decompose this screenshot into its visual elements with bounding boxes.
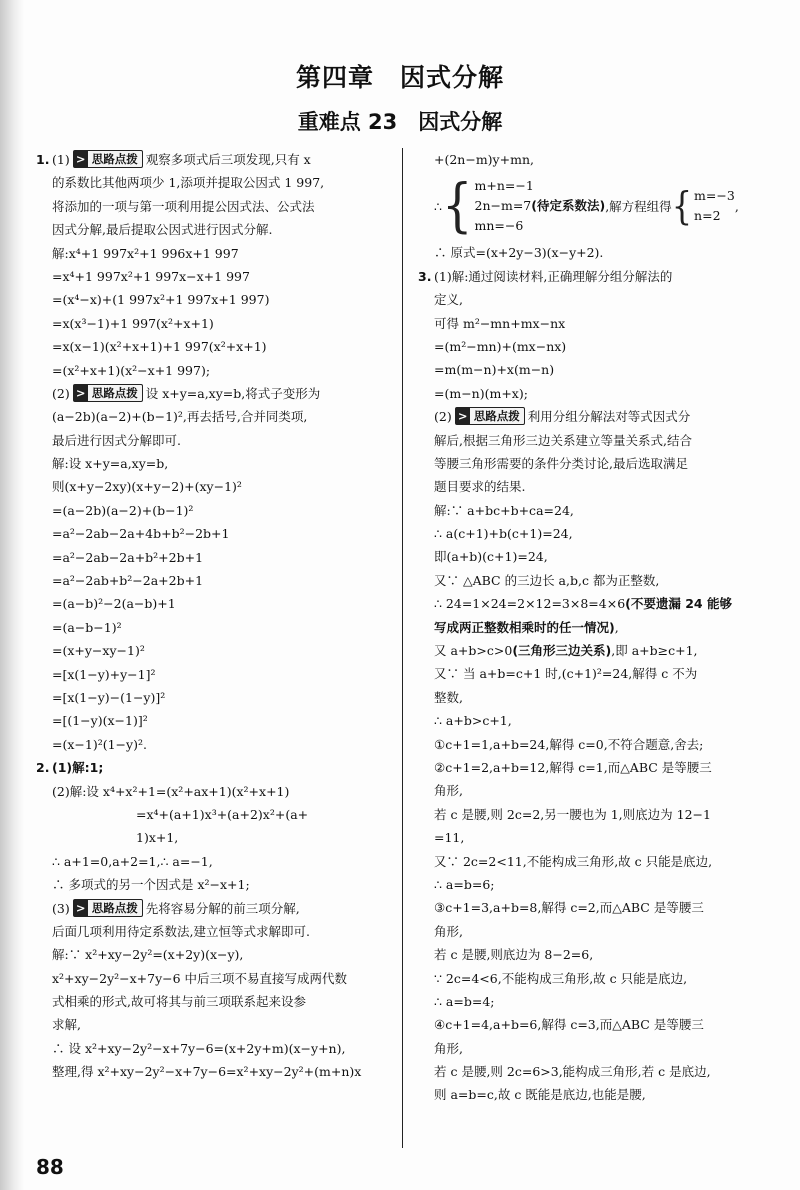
math-line: =x⁴+1 997x²+1 997x−x+1 997 — [52, 268, 250, 284]
section-title: 重难点 23 因式分解 — [297, 110, 503, 134]
math-line: 又 a+b>c>0(三角形三边关系),即 a+b≥c+1, — [434, 643, 698, 659]
hint-tag: > 思路点拨 — [455, 407, 525, 425]
math-line: =[x(1−y)+y−1]² — [52, 666, 156, 682]
math-line: 又∵ 2c=2<11,不能构成三角形,故 c 只能是底边, — [434, 853, 713, 869]
math-line: 又∵ △ABC 的三边长 a,b,c 都为正整数, — [434, 572, 660, 588]
question-number: 2. — [36, 760, 50, 776]
math-line: +(2n−m)y+mn, — [434, 152, 534, 167]
text-line: 角形, — [434, 783, 463, 799]
math-line: =m(m−n)+x(m−n) — [434, 362, 555, 378]
text-line: 角形, — [434, 923, 463, 939]
math-line: =a²−2ab−2a+4b+b²−2b+1 — [52, 526, 230, 542]
math-line: 若 c 是腰,则底边为 8−2=6, — [434, 947, 594, 963]
text-line: 角形, — [434, 1040, 463, 1056]
text-line: 求解, — [52, 1017, 81, 1033]
hint-tag: > 思路点拨 — [73, 150, 143, 168]
math-line: ∴ 多项式的另一个因式是 x²−x+1; — [52, 877, 250, 893]
page-number: 88 — [36, 1155, 64, 1179]
left-column — [36, 148, 396, 1084]
left-brace-icon: { — [671, 183, 693, 230]
math-line: ∴ a(c+1)+b(c+1)=24, — [434, 526, 573, 542]
math-line: 解:x⁴+1 997x²+1 996x+1 997 — [52, 245, 239, 261]
math-line: ∴ 设 x²+xy−2y²−x+7y−6=(x+2y+m)(x−y+n), — [52, 1040, 346, 1056]
math-line: ∴ a+1=0,a+2=1,∴ a=−1, — [52, 853, 213, 869]
q1-line: 1. (1) > 思路点拨 观察多项式后三项发现,只有 x — [36, 148, 396, 171]
q1-part2-line: (2) > 思路点拨 设 x+y=a,xy=b,将式子变形为 — [52, 385, 321, 401]
math-line: 解:设 x+y=a,xy=b, — [52, 456, 169, 472]
question-number: 1. — [36, 152, 50, 167]
math-line: 写成两正整数相乘时的任一情况), — [434, 619, 619, 635]
math-line: =(x+y−xy−1)² — [52, 643, 145, 659]
math-line: ∴ a=b=4; — [434, 993, 495, 1009]
math-line: ∴ 24=1×24=2×12=3×8=4×6(不要遗漏 24 能够 — [434, 596, 732, 612]
math-line: =x(x−1)(x²+x+1)+1 997(x²+x+1) — [52, 339, 267, 355]
math-line: 可得 m²−mn+mx−nx — [434, 315, 566, 331]
math-line: ③c+1=3,a+b=8,解得 c=2,而△ABC 是等腰三 — [434, 900, 704, 916]
text-line: 的系数比其他两项少 1,添项并提取公因式 1 997, — [52, 175, 325, 191]
q3-line: 3. (1)解:通过阅读材料,正确理解分组分解法的 — [418, 265, 758, 288]
math-line: 若 c 是腰,则 2c=6>3,能构成三角形,若 c 是底边, — [434, 1064, 711, 1080]
math-line: =(a−b)²−2(a−b)+1 — [52, 596, 176, 612]
text-line: 后面几项利用待定系数法,建立恒等式求解即可. — [52, 923, 310, 939]
hint-tag: > 思路点拨 — [73, 384, 143, 402]
math-line: =(x⁴−x)+(1 997x²+1 997x+1 997) — [52, 292, 270, 308]
text-line: 整数, — [434, 689, 463, 705]
equation-system: ∴ { m+n=−1 2n−m=7(待定系数法) mn=−6 ,解方程组得 { m=−3 n=2 , — [434, 172, 739, 240]
q2-part3-line: (3) > 思路点拨 先将容易分解的前三项分解, — [52, 900, 300, 916]
math-line: =(x²+x+1)(x²−x+1 997); — [52, 362, 211, 378]
system-solution: { m=−3 n=2 — [671, 183, 735, 230]
math-line: 解:∵ x²+xy−2y²=(x+2y)(x−y), — [52, 947, 244, 963]
math-line: =(a−2b)(a−2)+(b−1)² — [52, 502, 194, 518]
math-line: ④c+1=4,a+b=6,解得 c=3,而△ABC 是等腰三 — [434, 1017, 704, 1033]
left-brace-icon: { — [441, 172, 473, 240]
math-line: ∴ 原式=(x+2y−3)(x−y+2). — [434, 245, 604, 261]
chevron-right-icon: > — [74, 151, 88, 167]
math-line: 又∵ 当 a+b=c+1 时,(c+1)²=24,解得 c 不为 — [434, 666, 698, 682]
math-line: ②c+1=2,a+b=12,解得 c=1,而△ABC 是等腰三 — [434, 759, 712, 775]
math-line: ∴ a+b>c+1, — [434, 713, 512, 729]
text-line: 定义, — [434, 292, 463, 308]
math-line: (2)解:设 x⁴+x²+1=(x²+ax+1)(x²+x+1) — [52, 783, 290, 799]
binding-shadow — [0, 0, 24, 1190]
q2-line: 2. (1)解:1; — [36, 756, 396, 779]
text-line: (a−2b)(a−2)+(b−1)²,再去括号,合并同类项, — [52, 409, 308, 425]
text-line: 式相乘的形式,故可将其与前三项联系起来设参 — [52, 994, 306, 1010]
text-line: 等腰三角形需要的条件分类讨论,最后选取满足 — [434, 455, 688, 471]
text-line: 最后进行因式分解即可. — [52, 432, 181, 448]
math-line: =11, — [434, 830, 465, 846]
math-line: 解:∵ a+bc+b+ca=24, — [434, 502, 574, 518]
math-line: ①c+1=1,a+b=24,解得 c=0,不符合题意,舍去; — [434, 736, 704, 752]
text-line: 解后,根据三角形三边关系建立等量关系式,结合 — [434, 432, 692, 448]
column-divider — [402, 148, 403, 1148]
math-line: =a²−2ab+b²−2a+2b+1 — [52, 573, 204, 589]
math-line: =a²−2ab−2a+b²+2b+1 — [52, 549, 204, 565]
right-column — [418, 148, 758, 1107]
math-line: 整理,得 x²+xy−2y²−x+7y−6=x²+xy−2y²+(m+n)x — [52, 1064, 362, 1080]
math-line: 若 c 是腰,则 2c=2,另一腰也为 1,则底边为 12−1 — [434, 806, 711, 822]
text-line: 题目要求的结果. — [434, 479, 526, 495]
math-line: =(m−n)(m+x); — [434, 385, 528, 401]
question-number: 3. — [418, 268, 432, 284]
math-line: 则(x+y−2xy)(x+y−2)+(xy−1)² — [52, 479, 242, 495]
math-line: =[(1−y)(x−1)]² — [52, 713, 148, 729]
chevron-right-icon: > — [456, 408, 470, 424]
math-line: ∵ 2c=4<6,不能构成三角形,故 c 只能是底边, — [434, 970, 688, 986]
math-line: =(x−1)²(1−y)². — [52, 736, 147, 752]
math-line: =(a−b−1)² — [52, 619, 122, 635]
chevron-right-icon: > — [74, 385, 88, 401]
hint-tag: > 思路点拨 — [73, 899, 143, 917]
math-line: 即(a+b)(c+1)=24, — [434, 549, 548, 565]
math-line: ∴ a=b=6; — [434, 876, 495, 892]
chevron-right-icon: > — [74, 900, 88, 916]
math-line: =x⁴+(a+1)x³+(a+2)x²+(a+ — [136, 806, 309, 822]
text-line: 因式分解,最后提取公因式进行因式分解. — [52, 222, 273, 238]
math-line: 则 a=b=c,故 c 既能是底边,也能是腰, — [434, 1087, 646, 1103]
q3-part2-line: (2) > 思路点拨 利用分组分解法对等式因式分 — [434, 409, 691, 425]
system-left: { m+n=−1 2n−m=7(待定系数法) mn=−6 — [441, 172, 606, 240]
text-line: 将添加的一项与第一项利用提公因式法、公式法 — [52, 198, 315, 214]
math-line: =[x(1−y)−(1−y)]² — [52, 689, 166, 705]
chapter-title: 第四章 因式分解 — [295, 63, 504, 92]
math-line: x²+xy−2y²−x+7y−6 中后三项不易直接写成两代数 — [52, 970, 348, 986]
math-line: 1)x+1, — [136, 830, 179, 846]
math-line: =(m²−mn)+(mx−nx) — [434, 338, 567, 354]
math-line: =x(x³−1)+1 997(x²+x+1) — [52, 315, 214, 331]
